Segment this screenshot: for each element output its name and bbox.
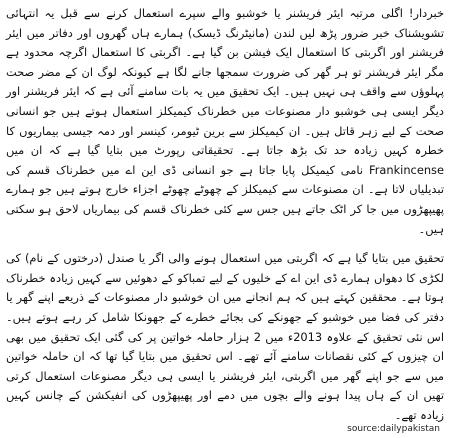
article-paragraph-1: خبردار! اگلی مرتبہ ایئر فریشنر یا خوشبو والے سپرے استعمال کرنے سے قبل یہ انتہائی تشویشناک خبر ضرور پڑھ لیں لندن (مانیٹرنگ ڈیسک) ہمارے ہاں گھروں اور دفاتر میں ایئر فریشنر اور اگربتی کا استعمال ایک فیشن بن گیا ہے۔ اگربتی کا استعمال اگرچہ محدود ہے مگر ایئر فریشنر تو ہر گھر کی ضرورت سمجھا جانے لگا ہے کیونکہ لوگ ان کے مضر صحت پہلوؤں سے واقف ہی نہیں ہیں۔ ایک تحقیق میں یہ بات سامنے آئی ہے کہ ایئر فریشنر اور دیگر ایسی ہی خوشبو دار مصنوعات میں خطرناک کیمیکلز استعمال ہوتے ہیں جو انسانی صحت کے لیے زہر قاتل ہیں۔ ان کیمیکلز سے برین ٹیومر، کینسر اور دمہ جیسی بیماریوں کا خطرہ کہیں زیادہ حد تک بڑھ جاتا ہے۔ تحقیقاتی رپورٹ میں بتایا گیا ہے کہ ان میں Frankincense نامی کیمیکل پایا جاتا ہے جو انسانی ڈی این اے میں خطرناک قسم کی تبدیلیاں لاتا ہے۔ ان مصنوعات سے کیمیکلز کے چھوٹے چھوٹے اجزاء خارج ہوتے ہیں جو ہمارے پھیپھڑوں میں جا کر اٹک جاتے ہیں جس سے کئی خطرناک قسم کی بیماریاں لاحق ہو سکتی ہیں۔: [6, 6, 444, 236]
source-credit: source:dailypakistan: [347, 424, 440, 434]
article-body: [6, 4, 444, 425]
article-paragraph-2: تحقیق میں بتایا گیا ہے کہ اگربتی میں استعمال ہونے والی اگر یا صندل (درختوں کے نام) کی لکڑی کا دھواں ہمارے ڈی این اے کے خلیوں کے لیے تمباکو کے دھوئیں سے کہیں زیادہ خطرناک ہوتا ہے۔ محققین کہتے ہیں کہ ہم انجانے میں ان خوشبو دار مصنوعات کے ذریعے اپنے گھر یا دفتر کی فضا میں خوشبو کے جھونکے کی بجائے خطرے کے جھونکا شامل کر رہے ہوتے ہیں۔ اس نئی تحقیق کے علاوہ 2013ء میں 2 ہزار حاملہ خواتین پر کی گئی ایک تحقیق میں بھی ان چیزوں کے کئی نقصانات سامنے آئے تھے۔ اس تحقیق میں بتایا گیا تھا کہ ان حاملہ خواتین میں سے جو اپنے گھر میں اگربتی، ایئر فریشنر یا ایسی ہی دیگر مصنوعات استعمال کرتی تھیں ان کے ہاں پیدا ہونے والے بچوں میں دمے اور پھیپھڑوں کی انفیکشن کے چانس کہیں زیادہ تھے۔: [6, 251, 444, 422]
